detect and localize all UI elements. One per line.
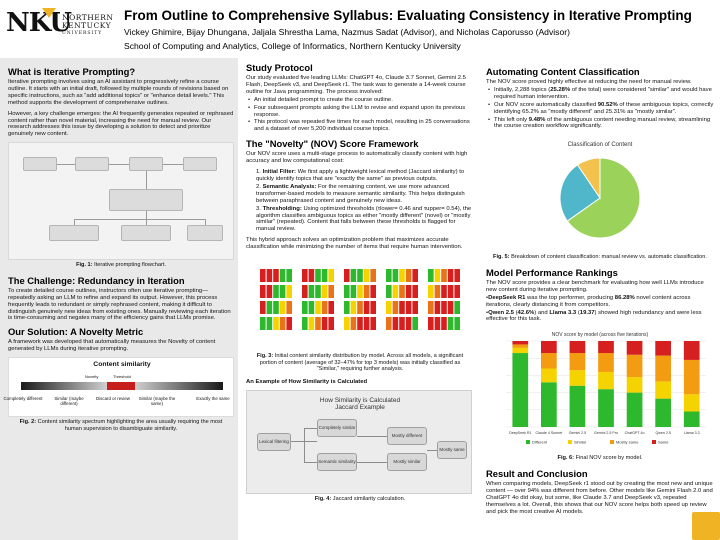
fig3-cell <box>267 285 273 298</box>
fig2-label-4: Exactly the same <box>196 396 230 402</box>
fig4-arrow <box>304 428 317 429</box>
legend-swatch <box>652 440 656 444</box>
auto-heading: Automating Content Classification <box>486 66 640 77</box>
fig2-seg-different <box>21 382 107 390</box>
result-p1: When comparing models, DeepSeek r1 stood out by creating the most new and unique content — over 94% was different from before. Other models like Gemini Flash 2.0 and ChatGPT 4o did okay, but some, like Claude 3.7 and DeepSeek v3, repeated themselves a lot. Overall, this shows that our NOV score helps both speed up review and pick the most creative AI models. <box>486 480 713 515</box>
fig3-cell <box>328 285 334 298</box>
fig3-cell <box>357 285 363 298</box>
fig3-cell <box>435 285 441 298</box>
poster-header <box>0 0 720 56</box>
fig3-cell <box>412 301 418 314</box>
flow-box <box>23 157 57 171</box>
fig3-cell <box>260 269 266 282</box>
legend-swatch <box>610 440 614 444</box>
fig6-svg <box>486 327 714 453</box>
nov-step-1: 1. Initial Filter: We first apply a lightweight lexical method (Jaccard similarity) to quickly identify topics that are "exactly the same" as previous outputs. <box>256 169 465 182</box>
fig3-cell <box>357 301 363 314</box>
fig2-seg-discard <box>107 382 135 390</box>
what-p2: However, a key challenge emerges: the AI frequently generates repeated or rephrased content rather than novel material, increasing the need for manual review. Our research addresses this issue by developing a solution to detect and prioritize genuinely new content. <box>8 110 234 138</box>
flow-arrow <box>74 219 75 225</box>
fig3-cell <box>441 269 447 282</box>
bar-segment <box>655 341 671 356</box>
fig3-cell <box>448 317 454 330</box>
fig3-cell <box>428 317 434 330</box>
study-bullet: • An initial detailed prompt to create the course outline. <box>254 97 474 104</box>
fig3-cell <box>302 269 308 282</box>
nov-step-3: 3. Thresholding: Using optimized thresholds (τlower= 0.46 and τupper= 0.54), the algorithm classifies ambiguous topics as either "mostly different" (novel) or "mostly similar" (repeated). Content that falls between these thresholds is flagged for manual review. <box>256 205 472 233</box>
fig3-cell <box>406 285 412 298</box>
fig3-cell <box>435 269 441 282</box>
auto-bullet-1: • Initially, 2,288 topics (25.28% of the total) were considered "similar" and would have required human intervention. <box>494 87 714 101</box>
fig2-label-0: Completely different <box>3 396 43 402</box>
fig3-cell <box>309 285 315 298</box>
fig2-label-2: Discard or review <box>96 396 130 402</box>
what-heading: What is Iterative Prompting? <box>8 66 136 77</box>
legend-label: Similar <box>574 439 587 445</box>
bar-segment <box>512 341 528 344</box>
fig3-cell <box>280 317 286 330</box>
fig3-cell <box>454 285 460 298</box>
fig3-cell <box>357 269 363 282</box>
fig3-cell <box>344 269 350 282</box>
fig3-cell <box>393 301 399 314</box>
fig3-cell <box>344 285 350 298</box>
fig3-cell <box>322 285 328 298</box>
fig3-cell <box>454 301 460 314</box>
fig3-cell <box>351 317 357 330</box>
fig3-cell <box>399 269 405 282</box>
challenge-p1: To create detailed course outlines, instructors often use iterative prompting—repeatedly asking an LLM to refine and expand its output. However, this process frequently leads to redundant or simply rephrased content, making it difficult to distinguish genuinely new ideas from existing ones. Manually reviewing each iteration is time-consuming and negates many of the efficiency gains that LLMs promise. <box>8 287 231 322</box>
model-p1: The NOV score provides a clear benchmark for evaluating how well LLMs introduce new content during iterative prompting. <box>486 279 704 293</box>
study-heading: Study Protocol <box>246 62 313 73</box>
bar-segment <box>570 341 586 353</box>
fig3-cell <box>309 269 315 282</box>
fig3-cell <box>280 301 286 314</box>
fig3-cell <box>273 285 279 298</box>
fig4-arrow <box>357 462 387 463</box>
legend-label: Different <box>532 439 548 445</box>
flow-box <box>183 157 217 171</box>
fig3-cell <box>273 269 279 282</box>
flow-arrow <box>205 219 206 225</box>
corner-badge <box>692 512 720 540</box>
figure-2-caption: Fig. 2: Content similarity spectrum highlighting the area usually requiring the most human supervision to disambiguate similarity. <box>19 419 223 432</box>
fig3-cell <box>280 269 286 282</box>
figure-6-bar-chart <box>486 327 714 453</box>
fig3-cell <box>386 301 392 314</box>
solution-heading: Our Solution: A Novelty Metric <box>8 326 144 338</box>
fig3-cell <box>364 317 370 330</box>
logo-line2: KENTUCKY <box>62 21 112 30</box>
fig3-cell <box>386 285 392 298</box>
fig3-cell <box>399 317 405 330</box>
fig3-cell <box>441 285 447 298</box>
fig3-cell <box>386 317 392 330</box>
x-tick-label: Gemini 2.5 Pro <box>594 431 618 436</box>
flow-arrow <box>146 211 147 225</box>
fig4-title-line1: How Similarity is Calculated <box>319 396 401 404</box>
fig2-seg-same <box>135 382 223 390</box>
challenge-heading: The Challenge: Redundancy in Iteration <box>8 274 185 286</box>
nov-heading: The "Novelty" (NOV) Score Framework <box>246 138 419 150</box>
auto-bullets <box>494 87 714 130</box>
fig3-cell <box>406 317 412 330</box>
flow-box <box>187 225 223 241</box>
bar-segment <box>684 360 700 394</box>
bar-segment <box>627 341 643 355</box>
fig3-cell <box>309 317 315 330</box>
legend-label: Same <box>658 439 669 445</box>
study-bullets <box>254 97 474 134</box>
fig2-tick-novelty: Novelty <box>85 374 99 380</box>
flow-box <box>129 157 163 171</box>
flow-box <box>75 157 109 171</box>
bar-segment <box>684 395 700 412</box>
study-p1: Our study evaluated five leading LLMs: ChatGPT 4o, Claude 3.7 Sonnet, Gemini 2.5 Flash, DeepSeek v3, and DeepSeek r1. The task was to generate a 14-week course outline for Java programming. The process involved: <box>246 75 466 95</box>
x-tick-label: Qwen 2.5 <box>655 431 671 436</box>
fig5-svg <box>486 134 714 252</box>
figure-4-jaccard <box>246 390 472 494</box>
fig3-cell <box>328 269 334 282</box>
study-bullet: • Four subsequent prompts asking the LLM to revise and expand upon its previous response. <box>254 105 474 119</box>
flow-arrow <box>146 171 147 189</box>
poster-affiliation: School of Computing and Analytics, College of Informatics, Northern Kentucky University <box>124 41 461 51</box>
pie-title: Classification of Content <box>567 142 633 149</box>
nov-p1: Our NOV score uses a multi-stage process to automatically classify content with high accuracy and low computational cost: <box>246 151 468 165</box>
bar-segment <box>684 341 700 360</box>
fig3-cell <box>351 285 357 298</box>
bar-segment <box>512 353 528 427</box>
fig3-cell <box>364 285 370 298</box>
fig3-cell <box>454 317 460 330</box>
fig3-cell <box>448 285 454 298</box>
fig2-spectrum-bar <box>21 382 223 390</box>
fig4-box: Mostly different <box>387 427 427 445</box>
bar-segment <box>541 383 557 428</box>
flow-arrow <box>74 219 206 220</box>
fig3-cell <box>412 317 418 330</box>
fig3-cell <box>315 269 321 282</box>
nku-logo <box>6 8 116 46</box>
fig3-cell <box>315 301 321 314</box>
auto-bullet-2: • Our NOV score automatically classified 90.52% of these ambiguous topics, correctly identifying 65.2% as "mostly different" and 25.31% as "mostly similar". <box>494 102 714 116</box>
fig3-cell <box>412 269 418 282</box>
figure-1-caption: Fig. 1: Iterative prompting flowchart. <box>76 262 166 269</box>
fig3-cell <box>273 301 279 314</box>
fig3-cell <box>435 317 441 330</box>
result-heading: Result and Conclusion <box>486 467 588 479</box>
column-1 <box>3 66 234 438</box>
fig3-cell <box>364 269 370 282</box>
fig3-cell <box>260 285 266 298</box>
fig3-cell <box>328 317 334 330</box>
flow-box <box>49 225 99 241</box>
fig3-cell <box>322 269 328 282</box>
logo-text <box>62 14 113 38</box>
fig3-cell <box>260 317 266 330</box>
fig3-cell <box>309 301 315 314</box>
bar-segment <box>598 341 614 353</box>
fig3-cell <box>322 317 328 330</box>
logo-chevron-icon <box>42 8 56 18</box>
fig3-cell <box>406 301 412 314</box>
fig3-cell <box>370 301 376 314</box>
x-tick-label: Llama 3.3 <box>683 431 700 436</box>
fig3-cell <box>441 317 447 330</box>
figure-5-pie <box>486 134 714 252</box>
fig4-title <box>247 397 473 412</box>
fig3-cell <box>267 269 273 282</box>
x-tick-label: ChatGPT 4o <box>624 431 645 436</box>
fig3-cell <box>399 285 405 298</box>
fig3-cell <box>399 301 405 314</box>
fig2-tick-threshold: Threshold <box>113 374 131 380</box>
bar-segment <box>627 355 643 377</box>
fig3-cell <box>364 301 370 314</box>
fig3-cell <box>351 301 357 314</box>
logo-line1: NORTHERN <box>62 13 114 22</box>
bar-segment <box>655 399 671 427</box>
model-heading: Model Performance Rankings <box>486 266 618 278</box>
fig3-cell <box>448 301 454 314</box>
bar-segment <box>627 393 643 427</box>
x-tick-label: Claude 4 Sonnet <box>535 431 563 436</box>
figure-5-caption: Fig. 5: Breakdown of content classification: manual review vs. automatic classification. <box>493 254 707 261</box>
fig3-cell <box>370 269 376 282</box>
fig3-cell <box>406 269 412 282</box>
fig3-cell <box>448 269 454 282</box>
fig3-cell <box>315 317 321 330</box>
fig3-cell <box>370 317 376 330</box>
fig4-arrow <box>304 428 305 462</box>
fig3-cell <box>435 301 441 314</box>
fig3-cell <box>428 285 434 298</box>
example-heading: An Example of How Similarity is Calculated <box>246 378 368 385</box>
fig4-box: Mostly same <box>437 441 467 459</box>
fig3-cell <box>344 317 350 330</box>
model-b2: •Qwen 2.5 (42.6%) and Llama 3.3 (19.37) showed high redundancy and were less effective for this task. <box>486 309 702 323</box>
bar-segment <box>512 345 528 348</box>
fig3-cell <box>302 317 308 330</box>
fig3-cell <box>286 285 292 298</box>
fig4-box: Lexical filtering <box>257 433 291 451</box>
poster-title: From Outline to Comprehensive Syllabus: Evaluating Consistency in Iterative Prompting <box>124 8 692 23</box>
model-b1: •DeepSeek R1 was the top performer, producing 86.28% novel content across iterations, clearly distancing it from competitors. <box>486 294 691 308</box>
poster-authors: Vickey Ghimire, Bijay Dhungana, Jaljala Shrestha Lama, Nazmus Sadat (Advisor), and Nicholas Caporusso (Advisor) <box>124 27 570 37</box>
fig3-cell <box>286 269 292 282</box>
fig3-cell <box>386 269 392 282</box>
flow-arrow <box>109 164 129 165</box>
fig3-cell <box>393 269 399 282</box>
legend-label: Mostly same <box>616 439 639 445</box>
fig3-cell <box>351 269 357 282</box>
legend-swatch <box>568 440 572 444</box>
fig4-title-line2: Jaccard Example <box>335 404 385 412</box>
fig3-cell <box>441 301 447 314</box>
what-p1: Iterative prompting involves using an AI assistant to progressively refine a course outline. It starts with an initial draft, followed by multiple rounds of revisions based on specific instructions, such as "add additional topics" or "enhance detail levels." This method supports the development of comprehensive outlines. <box>8 79 229 106</box>
legend-swatch <box>526 440 530 444</box>
bar-segment <box>541 369 557 383</box>
nov-p2: This hybrid approach solves an optimization problem that maximizes accurate classification while minimizing the number of items that require human intervention. <box>246 237 463 251</box>
figure-3-distribution <box>246 255 472 351</box>
fig3-cell <box>267 301 273 314</box>
fig4-box: Completely similar <box>317 419 357 437</box>
study-bullet: • This protocol was repeated five times for each model, resulting in 25 conversations and a dataset of over 5,200 individual course topics. <box>254 119 474 133</box>
bar-segment <box>655 356 671 382</box>
bar-segment <box>598 353 614 372</box>
fig3-cell <box>260 301 266 314</box>
column-3 <box>486 66 714 520</box>
flow-box <box>109 189 183 211</box>
figure-2-similarity-spectrum <box>3 357 234 417</box>
nov-step-2: 2. Semantic Analysis: For the remaining content, we use more advanced transformer-based models to measure semantic similarity. This helps distinguish between paraphrased content and genuinely new ideas. <box>256 183 465 204</box>
bar-segment <box>655 382 671 399</box>
fig3-cell <box>273 317 279 330</box>
fig3-cell <box>393 317 399 330</box>
fig3-cell <box>302 285 308 298</box>
fig3-cell <box>344 301 350 314</box>
fig3-cell <box>393 285 399 298</box>
fig4-arrow <box>357 436 387 437</box>
fig3-cell <box>280 285 286 298</box>
bar-segment <box>570 371 586 386</box>
fig3-cell <box>328 301 334 314</box>
fig4-arrow <box>304 462 317 463</box>
solution-p1: A framework was developed that automatically measures the Novelty of content generated by LLMs during iterative prompting. <box>8 339 216 353</box>
fig2-title: Content similarity <box>93 361 151 369</box>
flow-box <box>121 225 171 241</box>
auto-bullet-3: • This left only 9.48% of the ambiguous content needing manual review, streamlining the course creation workflow significantly. <box>494 117 714 131</box>
figure-6-caption: Fig. 6: Final NOV score by model. <box>557 455 643 462</box>
fig2-label-3: Similar (maybe the same) <box>138 396 176 407</box>
figure-4-caption: Fig. 4: Jaccard similarity calculation. <box>314 495 406 502</box>
bar-segment <box>570 386 586 427</box>
fig3-cell <box>286 317 292 330</box>
bar-segment <box>598 372 614 389</box>
logo-line3: UNIVERSITY <box>62 31 103 36</box>
fig4-arrow <box>427 450 437 451</box>
fig3-svg <box>246 255 472 351</box>
fig3-cell <box>454 269 460 282</box>
fig3-cell <box>267 317 273 330</box>
fig3-cell <box>428 301 434 314</box>
figure-1-flowchart <box>8 142 234 260</box>
bar-segment <box>570 353 586 370</box>
bar-chart-title: NOV score by model (across five iterations) <box>551 332 649 339</box>
figure-3-caption: Fig. 3: Initial content similarity distribution by model. Across all models, a significant portion of content (average of 32–47% for top 3 models) was initially classified as "Similar," requiring further analysis. <box>256 353 464 373</box>
bar-segment <box>598 390 614 428</box>
fig3-cell <box>315 285 321 298</box>
fig3-cell <box>412 285 418 298</box>
bar-segment <box>541 353 557 368</box>
fig2-label-1: Similar (maybe different) <box>54 396 84 407</box>
x-tick-label: Gemini 2.5 <box>568 431 587 436</box>
bar-segment <box>627 377 643 392</box>
bar-segment <box>512 348 528 353</box>
fig3-cell <box>370 285 376 298</box>
bar-segment <box>684 412 700 427</box>
logo-mark: NKU <box>6 8 72 38</box>
flow-arrow <box>163 164 183 165</box>
fig3-cell <box>357 317 363 330</box>
column-2 <box>246 62 474 508</box>
fig3-cell <box>302 301 308 314</box>
fig3-cell <box>286 301 292 314</box>
flow-arrow <box>57 164 75 165</box>
nov-steps <box>256 169 474 233</box>
fig3-cell <box>428 269 434 282</box>
fig4-box: Mostly similar <box>387 453 427 471</box>
auto-p1: The NOV score proved highly effective at reducing the need for manual review. <box>486 79 692 85</box>
bar-segment <box>541 341 557 353</box>
x-tick-label: DeepSeek R1 <box>509 431 532 436</box>
fig4-box: Semantic similarity <box>317 453 357 471</box>
fig3-cell <box>322 301 328 314</box>
